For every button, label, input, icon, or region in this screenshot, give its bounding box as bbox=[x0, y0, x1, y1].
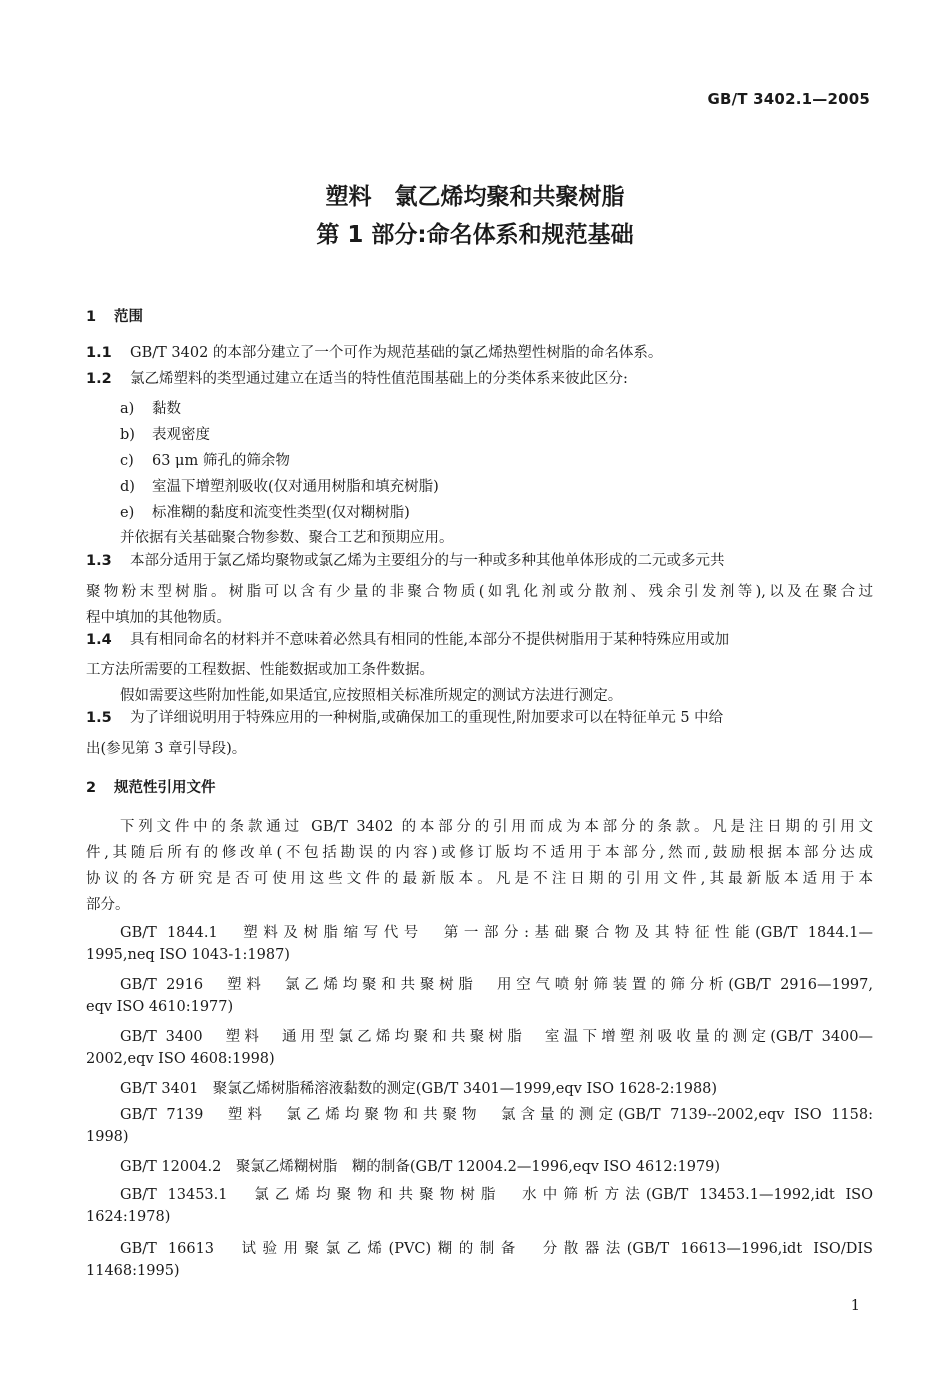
reference-entry: GB/T 13453.1 氯乙烯均聚物和共聚物树脂 水中筛析方法(GB/T 13453.1—1992,idt ISO bbox=[120, 1187, 873, 1203]
list-text: 标准糊的黏度和流变性类型(仅对糊树脂) bbox=[152, 505, 410, 521]
reference-entry: GB/T 12004.2 聚氯乙烯糊树脂 糊的制备(GB/T 12004.2—1996,eqv ISO 4612:1979) bbox=[120, 1159, 721, 1175]
reference-entry-cont: 1624:1978) bbox=[86, 1209, 171, 1225]
clause-1-2 bbox=[86, 366, 873, 393]
references-intro-line3: 协议的各方研究是否可使用这些文件的最新版本。凡是不注日期的引用文件,其最新版本适用于本 bbox=[86, 871, 873, 887]
clause-1-3-line3: 程中填加的其他物质。 bbox=[86, 610, 231, 626]
list-marker: b) bbox=[120, 427, 135, 443]
list-text: 63 μm 筛孔的筛余物 bbox=[152, 453, 290, 469]
list-marker: a) bbox=[120, 401, 135, 417]
clause-number: 1.4 bbox=[86, 632, 112, 648]
clause-1-4-line3: 假如需要这些附加性能,如果适宜,应按照相关标准所规定的测试方法进行测定。 bbox=[120, 688, 623, 704]
list-text: 黏数 bbox=[152, 401, 181, 417]
list-marker: d) bbox=[120, 479, 135, 495]
list-item bbox=[120, 475, 439, 496]
list-text: 表观密度 bbox=[152, 427, 210, 443]
reference-entry: GB/T 7139 塑料 氯乙烯均聚物和共聚物 氯含量的测定(GB/T 7139--2002,eqv ISO 1158: bbox=[120, 1107, 873, 1123]
section-1-heading bbox=[86, 305, 143, 326]
reference-entry: GB/T 3401 聚氯乙烯树脂稀溶液黏数的测定(GB/T 3401—1999,eqv ISO 1628-2:1988) bbox=[120, 1081, 718, 1097]
document-title-line1: 塑料 氯乙烯均聚和共聚树脂 bbox=[325, 184, 625, 210]
clause-text: GB/T 3402 的本部分建立了一个可作为规范基础的氯乙烯热塑性树脂的命名体系。 bbox=[130, 345, 663, 361]
list-marker: e) bbox=[120, 505, 135, 521]
clause-number: 1.3 bbox=[86, 553, 112, 569]
clause-number: 1.1 bbox=[86, 345, 112, 361]
standard-code: GB/T 3402.1—2005 bbox=[707, 90, 870, 108]
reference-entry-cont: 11468:1995) bbox=[86, 1263, 180, 1279]
clause-1-5 bbox=[86, 705, 873, 732]
clause-1-3-line2: 聚物粉末型树脂。树脂可以含有少量的非聚合物质(如乳化剂或分散剂、残余引发剂等),以及在聚合过 bbox=[86, 584, 873, 600]
reference-entry-cont: 2002,eqv ISO 4608:1998) bbox=[86, 1051, 275, 1067]
clause-text: 氯乙烯塑料的类型通过建立在适当的特性值范围基础上的分类体系来彼此区分: bbox=[130, 371, 628, 387]
clause-number: 1.2 bbox=[86, 371, 112, 387]
references-intro-line4: 部分。 bbox=[86, 897, 130, 913]
clause-1-5-line2: 出(参见第 3 章引导段)。 bbox=[86, 741, 247, 757]
list-item bbox=[120, 449, 290, 470]
section-number: 1 bbox=[86, 309, 97, 325]
section-number: 2 bbox=[86, 780, 97, 796]
clause-1-2-tail: 并依据有关基础聚合物参数、聚合工艺和预期应用。 bbox=[120, 530, 454, 546]
clause-text: 本部分适用于氯乙烯均聚物或氯乙烯为主要组分的与一种或多种其他单体形成的二元或多元共 bbox=[130, 553, 725, 569]
list-marker: c) bbox=[120, 453, 134, 469]
reference-entry: GB/T 2916 塑料 氯乙烯均聚和共聚树脂 用空气喷射筛装置的筛分析(GB/T 2916—1997, bbox=[120, 977, 873, 993]
reference-entry-cont: 1998) bbox=[86, 1129, 129, 1145]
reference-entry: GB/T 3400 塑料 通用型氯乙烯均聚和共聚树脂 室温下增塑剂吸收量的测定(GB/T 3400— bbox=[120, 1029, 873, 1045]
reference-entry-cont: 1995,neq ISO 1043-1:1987) bbox=[86, 947, 290, 963]
clause-number: 1.5 bbox=[86, 710, 112, 726]
references-intro-line2: 件,其随后所有的修改单(不包括勘误的内容)或修订版均不适用于本部分,然而,鼓励根据本部分达成 bbox=[86, 845, 873, 861]
reference-entry: GB/T 16613 试验用聚氯乙烯(PVC)糊的制备 分散器法(GB/T 16613—1996,idt ISO/DIS bbox=[120, 1241, 873, 1257]
section-2-heading bbox=[86, 776, 216, 797]
references-intro-line1: 下列文件中的条款通过 GB/T 3402 的本部分的引用而成为本部分的条款。凡是注日期的引用文 bbox=[120, 819, 873, 835]
clause-1-4-line2: 工方法所需要的工程数据、性能数据或加工条件数据。 bbox=[86, 662, 434, 678]
list-item bbox=[120, 501, 410, 522]
clause-text: 具有相同命名的材料并不意味着必然具有相同的性能,本部分不提供树脂用于某种特殊应用或加 bbox=[130, 632, 730, 648]
page-number: 1 bbox=[850, 1298, 860, 1314]
reference-entry-cont: eqv ISO 4610:1977) bbox=[86, 999, 234, 1015]
reference-entry: GB/T 1844.1 塑料及树脂缩写代号 第一部分:基础聚合物及其特征性能(GB/T 1844.1— bbox=[120, 925, 873, 941]
list-item bbox=[120, 397, 181, 418]
document-title-line2: 第 1 部分:命名体系和规范基础 bbox=[316, 222, 634, 248]
clause-text: 为了详细说明用于特殊应用的一种树脂,或确保加工的重现性,附加要求可以在特征单元 5 中给 bbox=[130, 710, 724, 726]
list-text: 室温下增塑剂吸收(仅对通用树脂和填充树脂) bbox=[152, 479, 439, 495]
clause-1-1 bbox=[86, 340, 873, 367]
section-title: 规范性引用文件 bbox=[114, 780, 216, 796]
clause-1-4 bbox=[86, 627, 873, 654]
list-item bbox=[120, 423, 210, 444]
clause-1-3 bbox=[86, 548, 873, 575]
section-title: 范围 bbox=[114, 309, 143, 325]
